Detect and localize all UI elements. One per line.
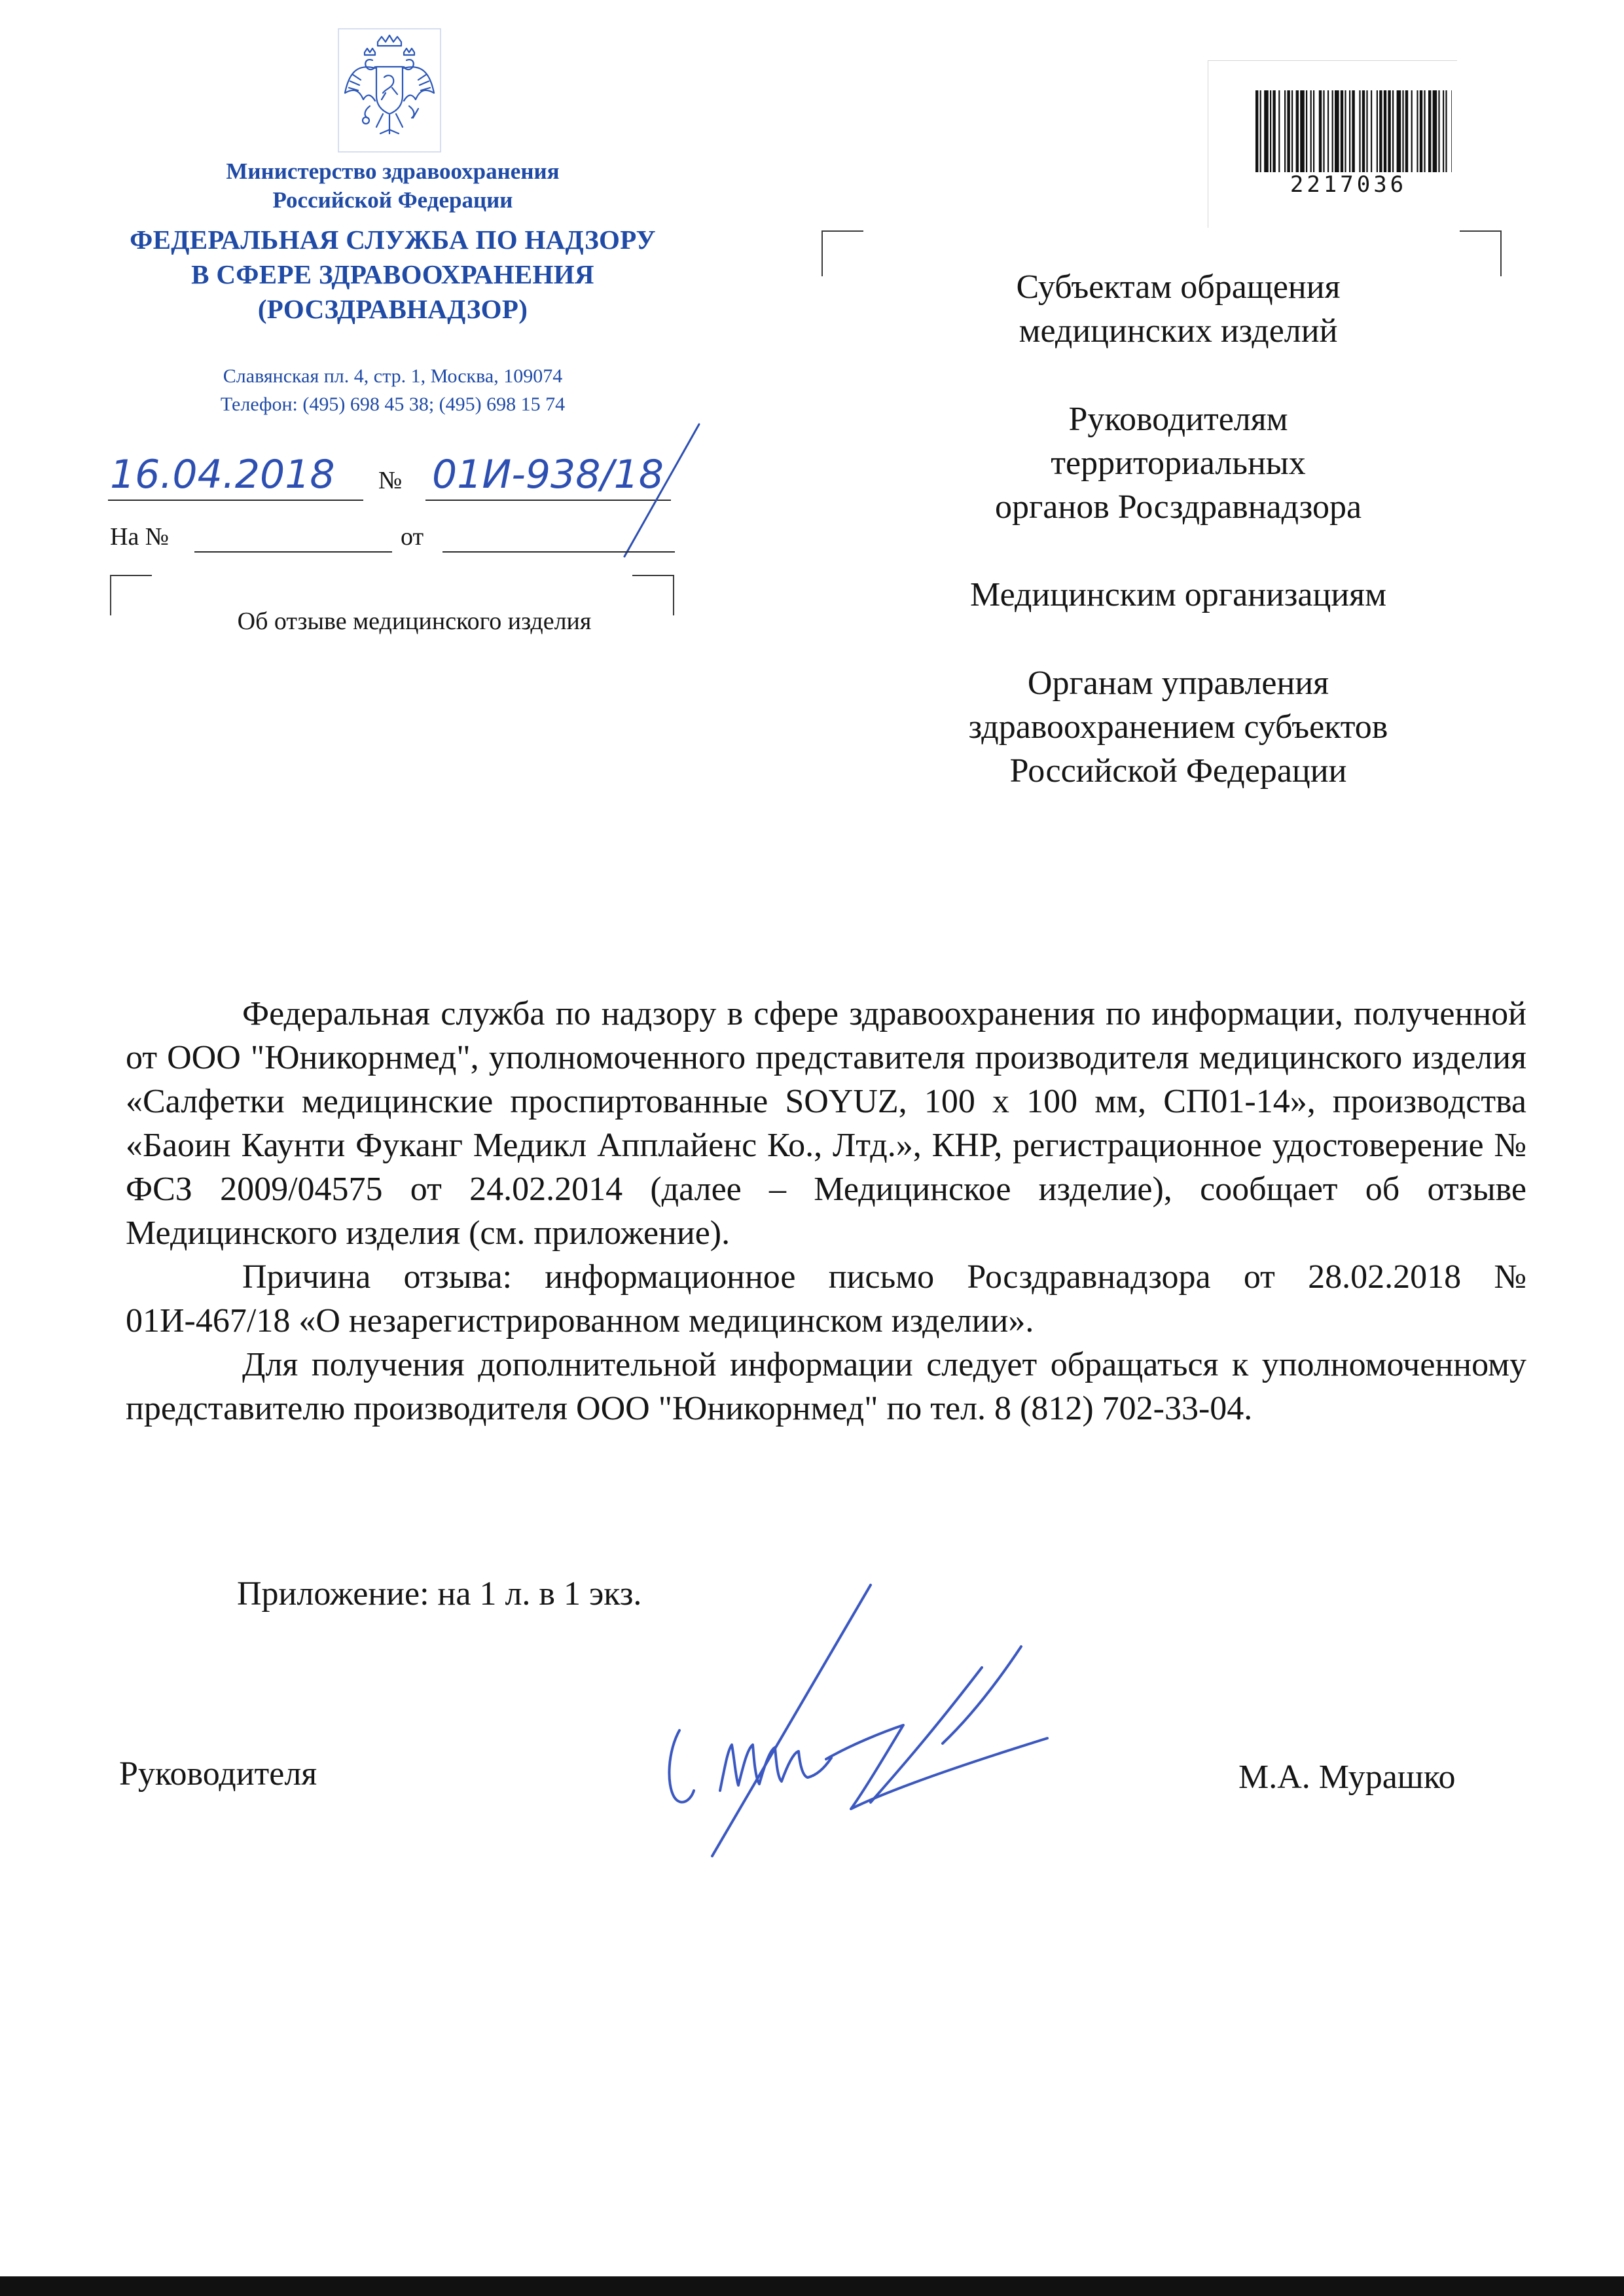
ministry-name	[157, 157, 628, 215]
handwritten-signature	[655, 1581, 1074, 1863]
barcode-bar	[1443, 90, 1444, 172]
service-line-1: ФЕДЕРАЛЬНАЯ СЛУЖБА ПО НАДЗОРУ	[130, 225, 656, 255]
barcode-bar	[1445, 90, 1447, 172]
barcode-bar	[1323, 90, 1324, 172]
barcode-bar	[1300, 90, 1305, 172]
from-underline	[442, 551, 675, 553]
barcode-bar	[1287, 90, 1290, 172]
barcode-bar	[1424, 90, 1425, 172]
scan-bottom-edge	[0, 2276, 1624, 2296]
ministry-line-2: Российской Федерации	[272, 187, 513, 213]
handwritten-slash-stroke	[615, 419, 707, 563]
barcode-bar	[1313, 90, 1314, 172]
body-paragraph: Причина отзыва: информационное письмо Росздравнадзора от 28.02.2018 № 01И-467/18 «О незарегистрированном медицинском изделии».	[126, 1258, 1526, 1339]
from-label: от	[401, 523, 424, 551]
barcode-bar	[1349, 90, 1350, 172]
service-line-2: В СФЕРЕ ЗДРАВООХРАНЕНИЯ	[191, 259, 594, 289]
barcode-bar	[1327, 90, 1329, 172]
barcode-bar	[1377, 90, 1378, 172]
signatory-name: М.А. Мурашко	[1238, 1758, 1456, 1796]
double-headed-eagle-emblem-icon	[337, 27, 442, 155]
number-label: №	[378, 467, 403, 494]
addressee-line: Медицинским организациям	[970, 576, 1386, 613]
barcode-bar	[1278, 90, 1280, 172]
barcode-bar	[1272, 90, 1275, 172]
registration-number: 01И-938/18	[432, 452, 664, 498]
service-address: Славянская пл. 4, стр. 1, Москва, 109074	[223, 365, 563, 387]
service-line-3: (РОСЗДРАВНАДЗОР)	[257, 294, 528, 324]
addressee-line: медицинских изделий	[1019, 312, 1338, 350]
barcode-bar	[1411, 90, 1413, 172]
service-name	[98, 223, 687, 327]
addressee-block	[857, 661, 1499, 793]
barcode-bar	[1332, 90, 1333, 172]
barcode-bar	[1433, 90, 1437, 172]
body-paragraph: Федеральная служба по надзору в сфере здравоохранения по информации, полученной от ООО "Юникорнмед", уполномоченного представителя производителя медицинского изделия «Салфетки медицинские проспиртованные SOYUZ, 100 х 100 мм, СП01-14», производства «Баоин Каунти Фуканг Медикл Апплайенс Ко., Лтд.», КНР, регистрационное удостоверение № ФСЗ 2009/04575 от 24.02.2014 (далее – Медицинское изделие), сообщает об отзыве Медицинского изделия (см. приложение).	[126, 995, 1526, 1252]
barcode-bar	[1416, 90, 1418, 172]
barcode-bar	[1255, 90, 1258, 172]
barcode-bar	[1366, 90, 1367, 172]
addressee-line: органов Росздравнадзора	[994, 488, 1362, 526]
barcode-bar	[1310, 90, 1312, 172]
registration-date: 16.04.2018	[110, 452, 335, 498]
barcode-bar	[1451, 90, 1452, 172]
barcode-bar	[1388, 90, 1390, 172]
barcode-bar	[1420, 90, 1422, 172]
attachment-note: Приложение: на 1 л. в 1 экз.	[237, 1575, 642, 1613]
signatory-position: Руководителя	[119, 1755, 317, 1793]
barcode-bar	[1260, 90, 1261, 172]
letter-subject: Об отзыве медицинского изделия	[237, 608, 592, 635]
barcode-bar	[1352, 90, 1354, 172]
barcode-bar	[1296, 90, 1299, 172]
barcode-number: 2217036	[1290, 172, 1407, 198]
barcode-bar	[1402, 90, 1403, 172]
barcode-bar	[1319, 90, 1322, 172]
letter-body	[126, 992, 1526, 1430]
barcode-bar	[1341, 90, 1343, 172]
barcode-bar	[1306, 90, 1307, 172]
reply-to-label: На №	[110, 523, 170, 551]
addressee-line: Руководителям	[1068, 401, 1288, 438]
reply-to-underline	[194, 551, 392, 553]
barcode-bar	[1379, 90, 1382, 172]
service-phone: Телефон: (495) 698 45 38; (495) 698 15 74	[220, 393, 566, 415]
addressee-block	[857, 397, 1499, 529]
barcode-bar	[1344, 90, 1346, 172]
barcode-bar	[1397, 90, 1401, 172]
addressee-block	[857, 573, 1499, 617]
barcode-bar	[1392, 90, 1394, 172]
barcode-bar	[1359, 90, 1360, 172]
barcode-bar	[1362, 90, 1365, 172]
addressee-line: здравоохранением субъектов	[968, 708, 1388, 746]
service-contacts	[98, 362, 687, 418]
barcode-bar	[1371, 90, 1372, 172]
barcode-bar	[1264, 90, 1269, 172]
barcode-bar	[1335, 90, 1339, 172]
date-underline	[108, 500, 363, 501]
addressee-line: Органам управления	[1027, 665, 1329, 702]
addressee-line: Российской Федерации	[1009, 752, 1347, 790]
barcode-bar	[1428, 90, 1431, 172]
addressee-line: территориальных	[1051, 445, 1306, 482]
barcode-bar	[1384, 90, 1386, 172]
ministry-line-1: Министерство здравоохранения	[226, 158, 560, 184]
barcode-bar	[1438, 90, 1439, 172]
barcode-bar	[1284, 90, 1286, 172]
barcode-icon	[1255, 90, 1452, 172]
addressee-line: Субъектам обращения	[1016, 268, 1341, 306]
barcode-bar	[1405, 90, 1408, 172]
barcode-bar	[1291, 90, 1293, 172]
body-paragraph: Для получения дополнительной информации следует обращаться к уполномоченному представителю производителя ООО "Юникорнмед" по тел. 8 (812) 702-33-04.	[126, 1346, 1526, 1427]
barcode-bar	[1270, 90, 1271, 172]
addressee-block	[857, 265, 1499, 353]
